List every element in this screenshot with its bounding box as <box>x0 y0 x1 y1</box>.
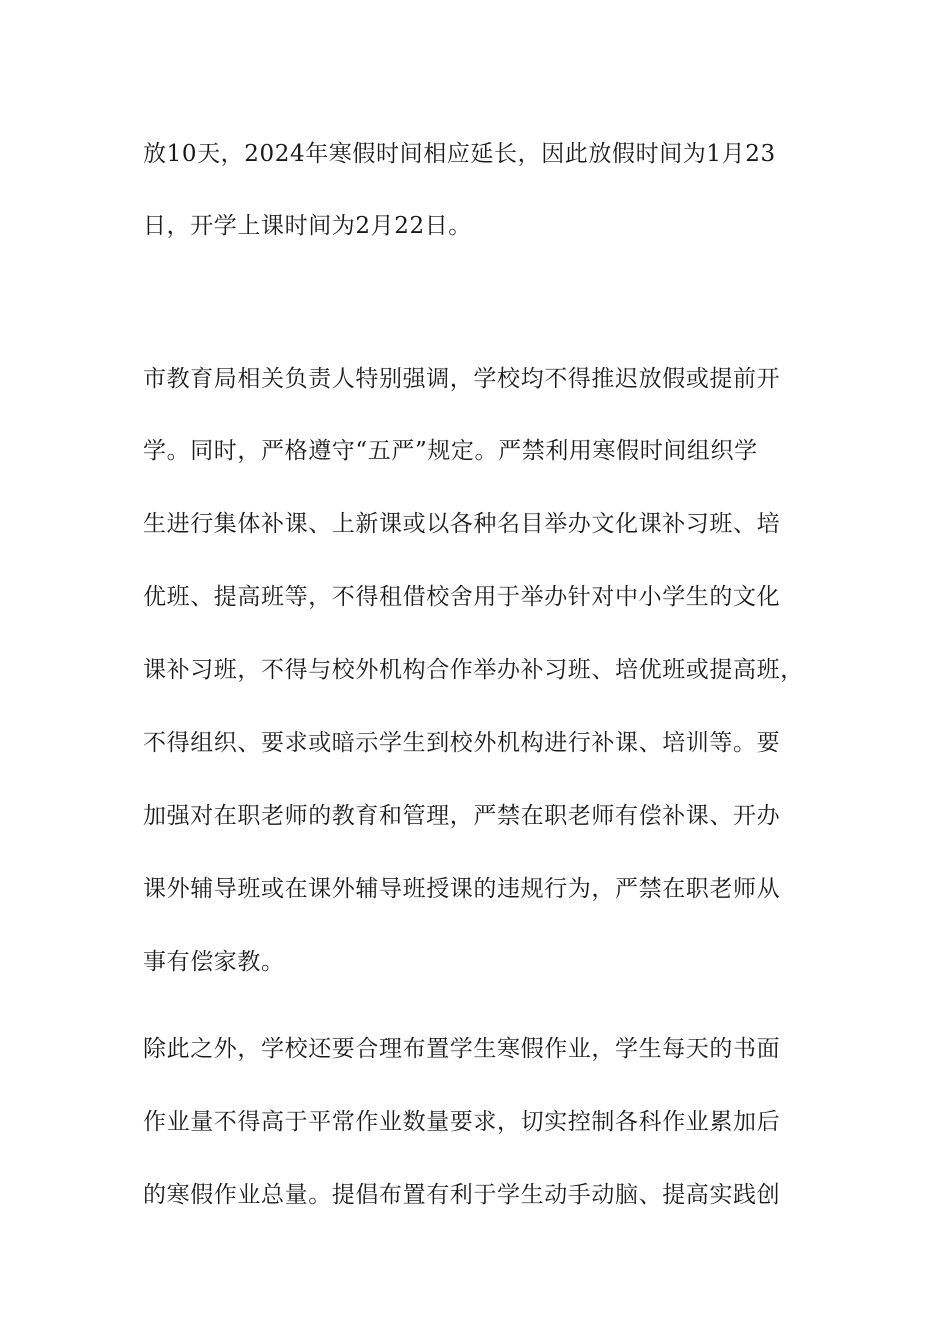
paragraph-2-line-2: 学。同时，严格遵守“五严”规定。严禁利用寒假时间组织学 <box>143 438 758 464</box>
paragraph-2-line-6: 不得组织、要求或暗示学生到校外机构进行补课、培训等。要 <box>143 730 781 756</box>
paragraph-2-line-3: 生进行集体补课、上新课或以各种名目举办文化课补习班、培 <box>143 511 781 537</box>
paragraph-2-line-1: 市教育局相关负责人特别强调，学校均不得推迟放假或提前开 <box>143 366 781 392</box>
paragraph-2-line-7: 加强对在职老师的教育和管理，严禁在职老师有偿补课、开办 <box>143 803 781 829</box>
paragraph-3-line-1: 除此之外，学校还要合理布置学生寒假作业，学生每天的书面 <box>143 1036 781 1062</box>
paragraph-2-line-4: 优班、提高班等，不得租借校舍用于举办针对中小学生的文化 <box>143 584 781 610</box>
paragraph-3-line-3: 的寒假作业总量。提倡布置有利于学生动手动脑、提高实践创 <box>143 1182 781 1208</box>
paragraph-3-line-2: 作业量不得高于平常作业数量要求，切实控制各科作业累加后 <box>143 1109 781 1135</box>
paragraph-2-line-5: 课补习班，不得与校外机构合作举办补习班、培优班或提高班， <box>143 657 804 683</box>
paragraph-2-line-9: 事有偿家教。 <box>143 949 285 975</box>
paragraph-1-line-2: 日，开学上课时间为2月22日。 <box>143 213 472 239</box>
paragraph-2-line-8: 课外辅导班或在课外辅导班授课的违规行为，严禁在职老师从 <box>143 876 781 902</box>
paragraph-1-line-1: 放10天，2024年寒假时间相应延长，因此放假时间为1月23 <box>143 141 776 167</box>
